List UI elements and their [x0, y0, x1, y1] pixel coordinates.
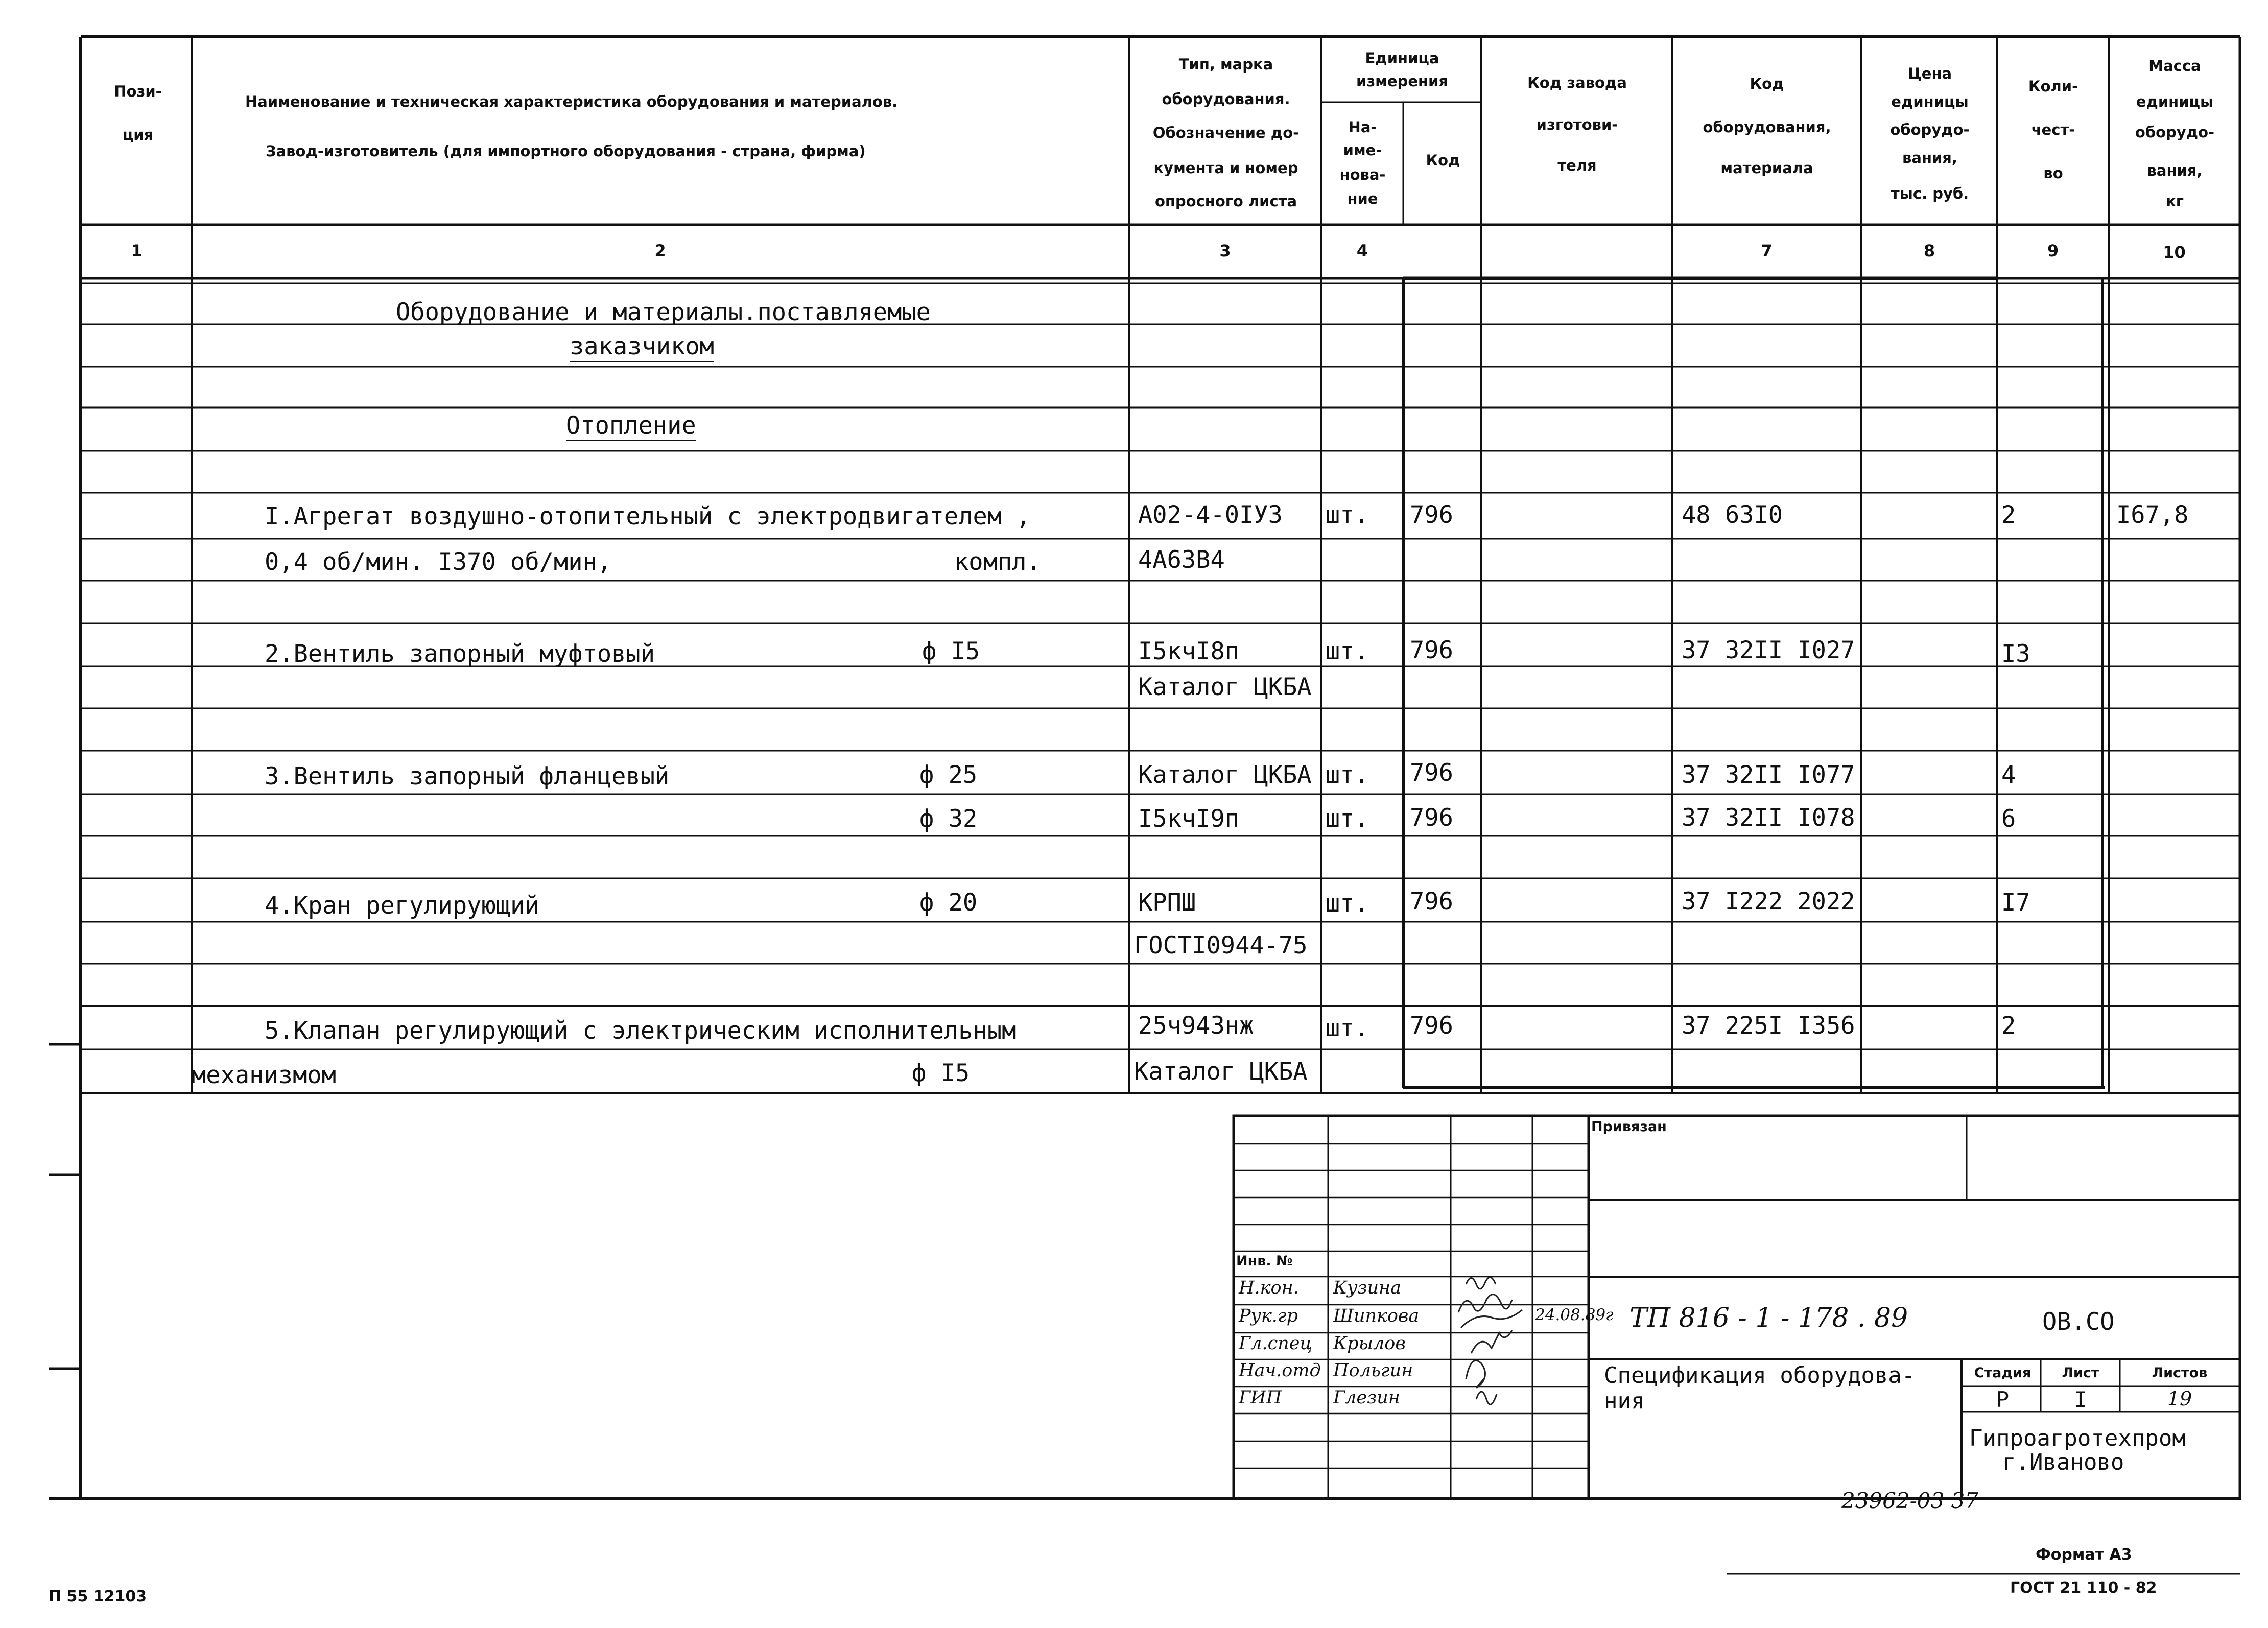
item-unit: шт.: [1326, 890, 1369, 918]
header-qty-line1: Коли-: [2028, 78, 2078, 95]
document-code: ТП 816 - 1 - 178 . 89: [1629, 1303, 1908, 1333]
bottom-left-code: П 55 12103: [49, 1588, 147, 1606]
document-mark: ОВ.СО: [2042, 1308, 2115, 1336]
date: 24.08.89г: [1535, 1306, 1614, 1324]
header-maker-line2: изготови-: [1536, 116, 1618, 133]
item-unit-code: 796: [1410, 888, 1453, 916]
header-position-line1: Пози-: [114, 83, 162, 100]
header-equip-code-line1: Код: [1750, 75, 1784, 92]
header-price-line2: единицы: [1891, 93, 1969, 110]
header-price-line3: оборудо-: [1890, 121, 1970, 138]
header-position-line2: ция: [122, 126, 154, 143]
item-unit-code: 796: [1410, 804, 1453, 832]
col-number-3: 3: [1219, 241, 1231, 260]
stage-value: Р: [1996, 1387, 2010, 1412]
role-4: Нач.отд: [1239, 1360, 1321, 1381]
item-quantity: I7: [2001, 889, 2030, 917]
item-type: I5кчI8п: [1138, 637, 1240, 665]
header-type-line3: Обозначение до-: [1152, 124, 1300, 141]
name-3: Крылов: [1333, 1333, 1406, 1354]
document-title-line2: ния: [1604, 1388, 1645, 1414]
format-label: Формат А3: [2036, 1546, 2132, 1564]
header-equip-code-line3: материала: [1720, 159, 1813, 177]
item-material-code: 37 32II I027: [1682, 636, 1855, 664]
item-type: Каталог ЦКБА: [1138, 761, 1312, 789]
item-quantity: 6: [2001, 805, 2016, 833]
section-title-customer-2: заказчиком: [570, 334, 714, 362]
header-unit-name-line3: нова-: [1339, 166, 1386, 183]
header-name-line2: Завод-изготовитель (для импортного оборудования - страна, фирма): [266, 142, 866, 160]
item-name: 4.Кран регулирующий: [265, 892, 539, 920]
item-extra: ф 20: [919, 889, 978, 917]
item-extra: ф I5: [922, 637, 980, 665]
section-title-customer: Оборудование и материалы.поставляемые: [396, 298, 931, 326]
item-quantity: 4: [2001, 761, 2016, 789]
item-unit-code: 796: [1410, 759, 1453, 787]
item-unit: шт.: [1326, 805, 1369, 833]
signature-scribbles: [1458, 1277, 1522, 1404]
item-unit-code: 796: [1410, 636, 1453, 664]
archive-number: 23962-03 37: [1841, 1488, 1979, 1513]
item-type: 4А63В4: [1138, 546, 1225, 574]
header-unit-line2: измерения: [1356, 73, 1448, 90]
item-type: Каталог ЦКБА: [1134, 1058, 1308, 1086]
item-mass: I67,8: [2116, 501, 2189, 529]
header-unit-line1: Единица: [1365, 50, 1439, 67]
item-type: ГОСТI0944-75: [1134, 931, 1308, 960]
header-unit-code: Код: [1426, 152, 1460, 169]
name-4: Польгин: [1333, 1360, 1413, 1381]
item-quantity: 2: [2001, 1012, 2016, 1040]
col-number-7: 7: [1761, 241, 1773, 260]
header-price-line4: вания,: [1902, 149, 1957, 166]
sheet-label: Лист: [2062, 1365, 2099, 1381]
item-type: КРПШ: [1138, 889, 1196, 917]
item-name: I.Агрегат воздушно-отопительный с электродвигателем ,: [265, 502, 1031, 531]
header-mass-line1: Масса: [2148, 57, 2201, 75]
item-material-code: 37 225I I356: [1682, 1012, 1855, 1040]
col-number-9: 9: [2047, 241, 2059, 260]
role-3: Гл.спец: [1239, 1333, 1312, 1354]
item-name: 0,4 об/мин. I370 об/мин,: [265, 548, 612, 576]
col-number-10: 10: [2163, 243, 2186, 262]
sheet-value: I: [2074, 1387, 2087, 1412]
sheets-label: Листов: [2152, 1365, 2208, 1381]
item-unit-code: 796: [1410, 1012, 1453, 1040]
header-mass-line5: кг: [2166, 193, 2184, 210]
item-material-code: 37 I222 2022: [1682, 888, 1855, 916]
item-unit: шт.: [1326, 637, 1369, 665]
item-quantity: 2: [2001, 501, 2016, 529]
header-mass-line2: единицы: [2136, 93, 2214, 110]
name-1: Кузина: [1333, 1278, 1401, 1298]
item-material-code: 37 32II I077: [1682, 761, 1855, 789]
item-extra: ф I5: [912, 1059, 970, 1087]
col-number-2: 2: [654, 241, 666, 260]
header-maker-line1: Код завода: [1527, 74, 1627, 91]
item-quantity: I3: [2001, 640, 2030, 668]
role-1: Н.кон.: [1239, 1278, 1299, 1298]
gost-label: ГОСТ 21 110 - 82: [2010, 1579, 2157, 1597]
privyazan-label: Привязан: [1591, 1119, 1667, 1135]
organization-line1: Гипроагротехпром: [1969, 1425, 2186, 1451]
role-2: Рук.гр: [1239, 1306, 1298, 1326]
header-mass-line3: оборудо-: [2135, 124, 2215, 141]
item-extra: ф 32: [919, 805, 978, 833]
item-type: I5кчI9п: [1138, 805, 1240, 833]
col-number-4: 4: [1356, 241, 1368, 260]
name-5: Глезин: [1333, 1387, 1400, 1408]
item-unit-code: 796: [1410, 501, 1453, 529]
item-name: 2.Вентиль запорный муфтовый: [265, 640, 655, 668]
header-type-line1: Тип, марка: [1178, 56, 1273, 73]
item-unit: шт.: [1326, 761, 1369, 789]
organization-line2: г.Иваново: [2002, 1449, 2124, 1475]
item-name: 5.Клапан регулирующий с электрическим исполнительным: [265, 1017, 1017, 1045]
header-qty-line3: во: [2043, 164, 2063, 182]
role-5: ГИП: [1239, 1387, 1282, 1408]
header-type-line5: опросного листа: [1154, 193, 1297, 210]
item-material-code: 48 63I0: [1682, 501, 1783, 529]
header-equip-code-line2: оборудования,: [1703, 118, 1831, 136]
item-unit: шт.: [1326, 501, 1369, 529]
item-name: 3.Вентиль запорный фланцевый: [265, 762, 670, 791]
name-2: Шипкова: [1333, 1306, 1420, 1326]
item-type: А02-4-0IУ3: [1138, 501, 1283, 529]
col-number-8: 8: [1923, 241, 1935, 260]
header-maker-line3: теля: [1557, 157, 1597, 174]
header-price-line1: Цена: [1907, 65, 1952, 82]
item-material-code: 37 32II I078: [1682, 804, 1855, 832]
item-type: 25ч943нж: [1138, 1012, 1254, 1040]
item-extra: ф 25: [919, 761, 978, 789]
item-unit: шт.: [1326, 1014, 1369, 1042]
header-type-line4: кумента и номер: [1153, 159, 1298, 177]
sheets-value: 19: [2167, 1387, 2192, 1410]
header-name-line1: Наименование и техническая характеристика оборудования и материалов.: [245, 93, 898, 110]
item-name: механизмом: [192, 1061, 336, 1089]
header-unit-name-line1: На-: [1348, 118, 1377, 136]
header-unit-name-line2: име-: [1343, 141, 1382, 159]
stage-label: Стадия: [1974, 1365, 2031, 1381]
section-title-heating: Отопление: [566, 414, 696, 441]
item-type: Каталог ЦКБА: [1138, 673, 1312, 701]
inventory-number-label: Инв. №: [1236, 1253, 1293, 1269]
col-number-1: 1: [131, 241, 143, 260]
header-type-line2: оборудования.: [1162, 90, 1290, 108]
header-qty-line2: чест-: [2031, 121, 2075, 138]
header-mass-line4: вания,: [2147, 162, 2203, 179]
header-unit-name-line4: ние: [1347, 190, 1378, 207]
document-title-line1: Спецификация оборудова-: [1604, 1362, 1916, 1388]
header-price-line5: тыс. руб.: [1891, 185, 1969, 202]
item-extra: компл.: [954, 548, 1041, 576]
